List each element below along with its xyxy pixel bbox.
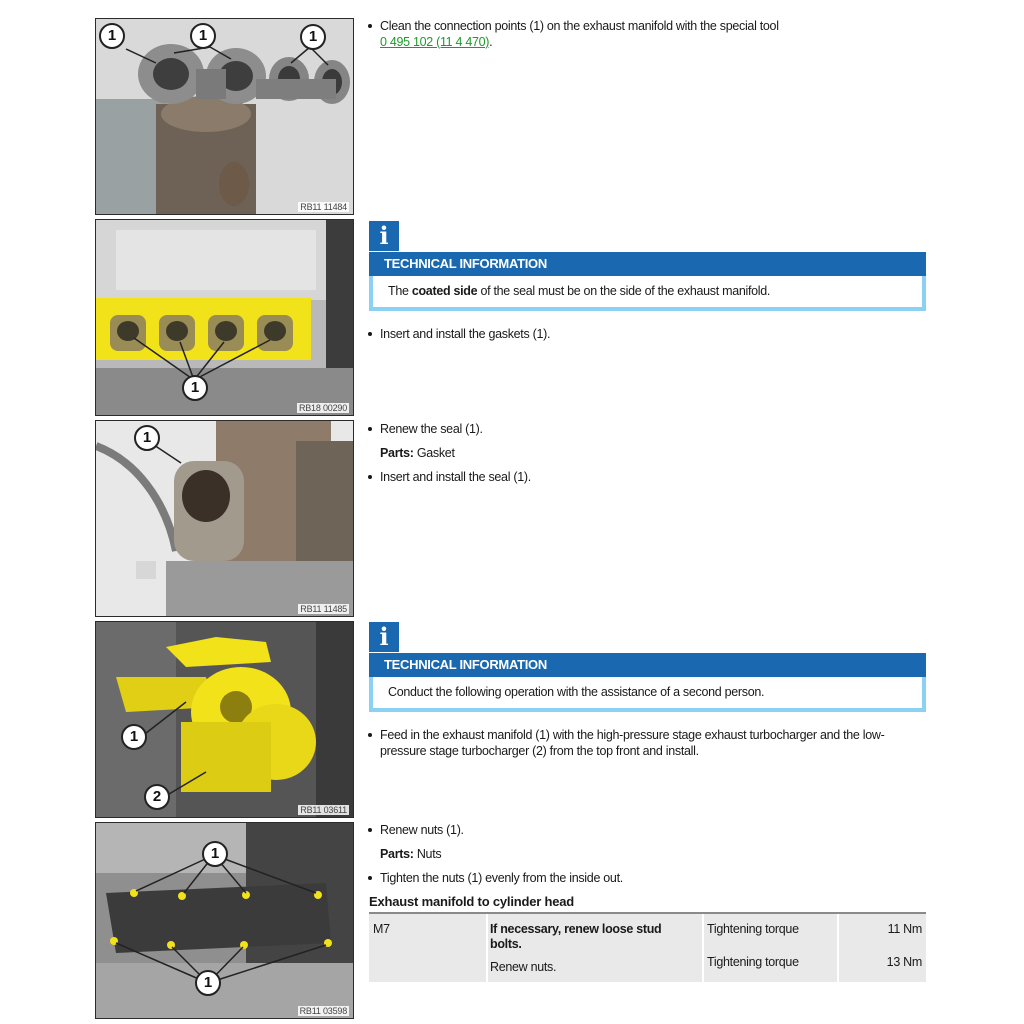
figure-code: RB11 03598 [299, 1006, 347, 1016]
instruction-text: Clean the connection points (1) on the exhaust manifold with the special tool [380, 19, 779, 33]
turbocharger-illustration [96, 622, 354, 818]
figure-code: RB18 00290 [298, 403, 347, 413]
figure-exhaust-manifold-connection-points [95, 18, 354, 215]
callout-1: 1 [121, 724, 147, 750]
emphasis-coated-side: coated side [411, 284, 478, 298]
torque-type: Tightening torque [707, 922, 799, 936]
special-tool-link[interactable]: 0 495 102 (11 4 470) [380, 35, 490, 49]
info-title: TECHNICAL INFORMATION [369, 252, 926, 276]
step-instruction: Renew the seal (1). [368, 421, 928, 437]
parts-value: Gasket [413, 446, 455, 460]
torque-table-title: Exhaust manifold to cylinder head [369, 894, 575, 909]
torque-code: M7 [373, 922, 390, 936]
torque-value: 13 Nm [886, 955, 922, 969]
parts-value: Nuts [413, 847, 442, 861]
figure-turbocharger-assembly [95, 621, 354, 818]
figure-turbocharger-seal [95, 420, 354, 617]
parts-label: Parts: [380, 446, 414, 460]
figure-code: RB11 11485 [300, 604, 347, 614]
callout-1: 1 [190, 23, 216, 49]
callout-1: 1 [99, 23, 125, 49]
info-body: The coated side of the seal must be on the side of the exhaust manifold. [369, 276, 926, 311]
figure-manifold-nuts [95, 822, 354, 1019]
step-instruction: Insert and install the gaskets (1). [368, 326, 928, 342]
info-title: TECHNICAL INFORMATION [369, 653, 926, 677]
torque-instruction: If necessary, renew loose stud bolts. [490, 922, 662, 951]
gasket-illustration [96, 220, 354, 416]
figure-cylinder-head-gaskets [95, 219, 354, 416]
torque-instruction: Renew nuts. [490, 960, 557, 974]
info-icon: i [369, 221, 399, 251]
seal-illustration [96, 421, 354, 617]
step-instruction [368, 18, 928, 50]
callout-1: 1 [182, 375, 208, 401]
step-instruction: Insert and install the seal (1). [368, 469, 928, 485]
info-body: Conduct the following operation with the assistance of a second person. [369, 677, 926, 712]
callout-1: 1 [134, 425, 160, 451]
callout-1: 1 [300, 24, 326, 50]
callout-2: 2 [144, 784, 170, 810]
technical-information-box [369, 221, 926, 313]
torque-table [369, 912, 926, 982]
info-icon: i [369, 622, 399, 652]
technical-information-box [369, 622, 926, 714]
figure-code: RB11 03611 [300, 805, 347, 815]
step-instruction: Feed in the exhaust manifold (1) with the high-pressure stage exhaust turbocharger and the low-pressure stage turbocharger (2) from the top front and install. [368, 727, 926, 759]
callout-1: 1 [195, 970, 221, 996]
step-instruction: Renew nuts (1). [368, 822, 928, 838]
parts-line [380, 445, 455, 461]
torque-type: Tightening torque [707, 955, 799, 969]
parts-line [380, 846, 441, 862]
figure-code: RB11 11484 [300, 202, 347, 212]
link-suffix: . [489, 35, 493, 49]
callout-1: 1 [202, 841, 228, 867]
step-instruction: Tighten the nuts (1) evenly from the inside out. [368, 870, 928, 886]
torque-value: 11 Nm [887, 922, 922, 936]
parts-label: Parts: [380, 847, 414, 861]
